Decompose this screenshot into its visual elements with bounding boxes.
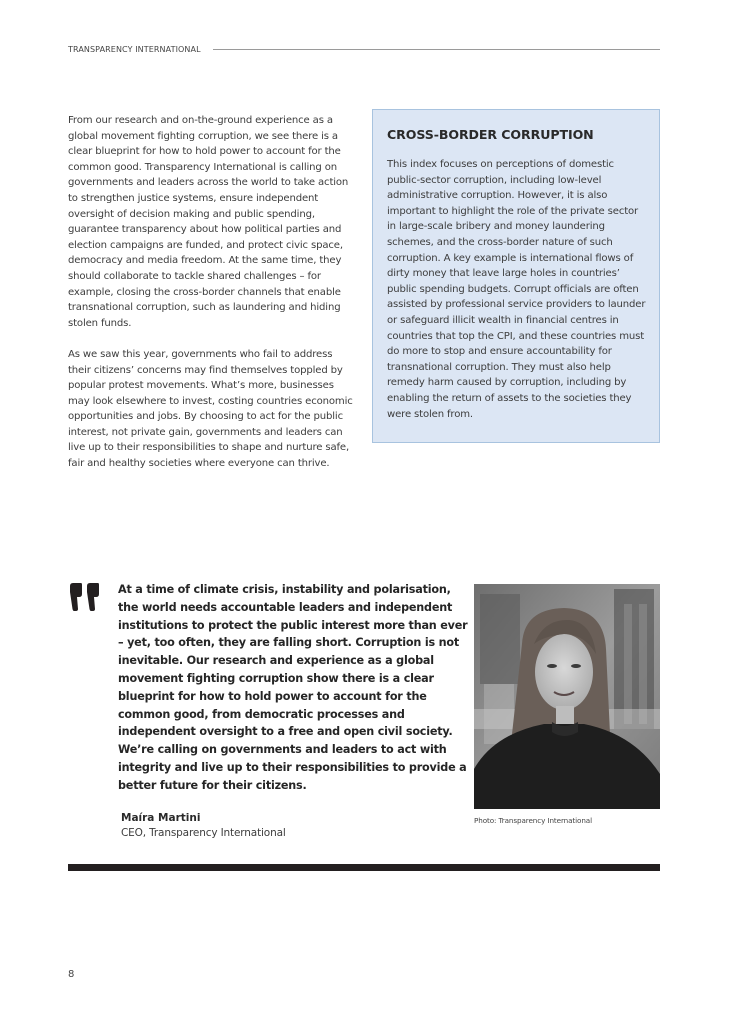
cross-border-corruption-box bbox=[372, 109, 660, 443]
running-header-title: TRANSPARENCY INTERNATIONAL bbox=[68, 44, 201, 54]
section-divider-bar bbox=[68, 864, 660, 871]
running-header bbox=[68, 42, 660, 56]
body-paragraph: As we saw this year, governments who fail to address their citizens’ concerns may find themselves toppled by popular protest movements. What’s more, businesses may look elsewhere to invest, costing countries economic opportunities and jobs. By choosing to act for the public interest, not private gain, governments and leaders can live up to their responsibilities to shape and nurture safe, fair and healthy societies where everyone can thrive. bbox=[68, 348, 353, 470]
body-column bbox=[68, 113, 358, 487]
page-number: 8 bbox=[68, 969, 75, 980]
author-portrait bbox=[474, 584, 660, 809]
header-rule bbox=[213, 49, 660, 50]
quote-mark-icon bbox=[68, 582, 102, 612]
author-name: Maíra Martini bbox=[121, 812, 201, 824]
body-paragraph: From our research and on-the-ground experience as a global movement fighting corruption, we see there is a clear blueprint for how to hold power to account for the common good. Transparency International is calling on governments and leaders across the world to take action to strengthen justice systems, ensure independent oversight of decision making and public spending, guarantee transparency about how political parties and election campaigns are funded, and protect civic space, democracy and media freedom. At the same time, they should collaborate to tackle shared challenges – for example, closing the cross-border channels that enable transnational corruption, such as laundering and hiding stolen funds. bbox=[68, 115, 349, 329]
author-role: CEO, Transparency International bbox=[121, 827, 286, 839]
photo-credit: Photo: Transparency International bbox=[474, 816, 593, 825]
pull-quote: At a time of climate crisis, instability and polarisation, the world needs accountable leaders and independent institutions to protect the public interest more than ever – yet, too often, they are falling short. Corruption is not inevitable. Our research and experience as a global movement fighting corruption show there is a clear blueprint for how to hold power to account for the common good, from democratic processes and independent oversight to a free and open civil society. We’re calling on governments and leaders to act with integrity and live up to their responsibilities to provide a better future for their citizens. bbox=[118, 583, 468, 792]
quote-attribution bbox=[121, 811, 286, 841]
sidebar-text: This index focuses on perceptions of domestic public-sector corruption, including low-level administrative corruption. However, it is also important to highlight the role of the private sector in large-scale bribery and money laundering schemes, and the cross-border nature of such corruption. A key example is international flows of dirty money that leave large holes in countries’ public spending budgets. Corrupt officials are often assisted by professional service providers to launder or safeguard illicit wealth in financial centres in countries that top the CPI, and these countries must do more to stop and ensure accountability for transnational corruption. They must also help remedy harm caused by corruption, including by enabling the return of assets to the societies they were stolen from. bbox=[387, 159, 646, 420]
sidebar-title: CROSS-BORDER CORRUPTION bbox=[387, 127, 594, 142]
